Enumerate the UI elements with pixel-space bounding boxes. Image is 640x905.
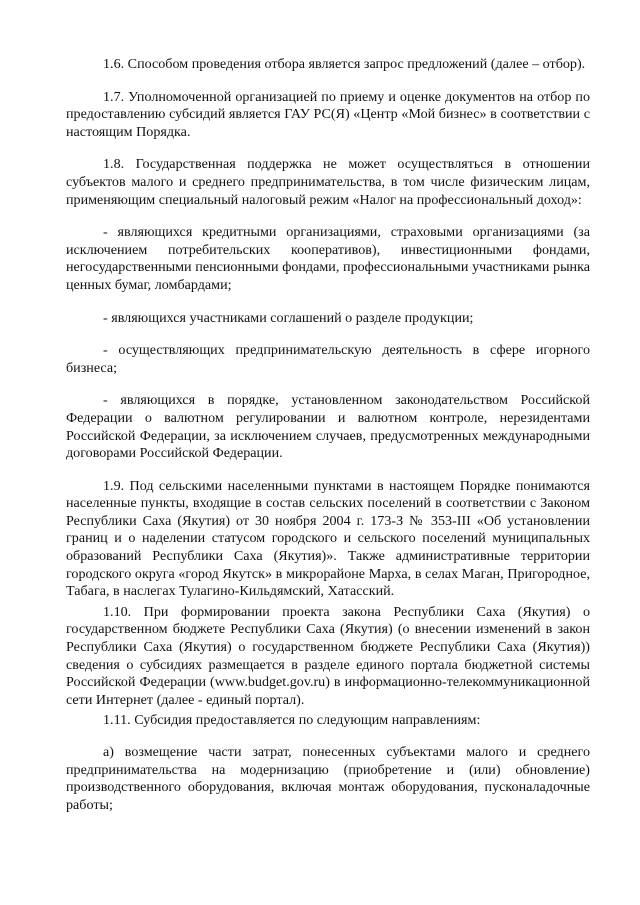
paragraph-1-11: 1.11. Субсидия предоставляется по следующим направлениям: [103, 712, 481, 729]
paragraph-1-8: 1.8. Государственная поддержка не может осуществляться в отношении субъектов малого и среднего предпринимательства, в том числе физическим лицам, применяющим специальный налоговый режим «Налог на профессиональный доход»: [66, 156, 590, 208]
paragraph-1-6: 1.6. Способом проведения отбора является запрос предложений (далее – отбор). [103, 56, 586, 72]
list-item-a-equipment-modernization: а) возмещение части затрат, понесенных субъектами малого и среднего предпринимательства на модернизацию (приобретение и (или) обновление) производственного оборудования, включая монтаж оборудования, пусконаладочные работы; [66, 744, 590, 813]
list-item-production-sharing: - являющихся участниками соглашений о разделе продукции; [103, 309, 474, 326]
list-item-non-residents: - являющихся в порядке, установленном законодательством Российской Федерации о валютном регулировании и валютном контроле, нерезидентами Российской Федерации, за исключением случаев, предусмотренных международными договорами Российской Федерации. [66, 392, 590, 462]
list-item-credit-organizations: - являющихся кредитными организациями, страховыми организациями (за исключением потребительских кооперативов), инвестиционными фондами, негосударственными пенсионными фондами, профессиональными участниками рынка ценных бумаг, ломбардами; [66, 224, 590, 293]
document-page [66, 56, 590, 814]
paragraph-1-10: 1.10. При формировании проекта закона Республики Саха (Якутия) о государственном бюджете Республики Саха (Якутия) (о внесении изменений в закон Республики Саха (Якутия) о государственном бюджете Республики Саха (Якутия)) сведения о субсидиях размещается в разделе единого портала бюджетной системы Российской Федерации (www.budget.gov.ru) в информационно-телекоммуникационной сети Интернет (далее - единый портал). [66, 603, 590, 708]
list-item-gambling-business: - осуществляющих предпринимательскую деятельность в сфере игорного бизнеса; [66, 342, 590, 376]
paragraph-1-7: 1.7. Уполномоченной организацией по приему и оценке документов на отбор по предоставлению субсидий является ГАУ РС(Я) «Центр «Мой бизнес» в соответствии с настоящим Порядка. [66, 88, 590, 140]
paragraph-1-9: 1.9. Под сельскими населенными пунктами в настоящем Порядке понимаются населенные пункты, входящие в состав сельских поселений в соответствии с Законом Республики Саха (Якутия) от 30 ноября 2004 г. 173-З № 353-III «Об установлении границ и о наделении статусом городского и сельского поселений муниципальных образований Республики Саха (Якутия)». Также административные территории городского округа «город Якутск» в микрорайоне Марха, в селах Маган, Пригородное, Табага, в наслегах Тулагино-Кильдямский, Хатасский. [66, 477, 590, 600]
